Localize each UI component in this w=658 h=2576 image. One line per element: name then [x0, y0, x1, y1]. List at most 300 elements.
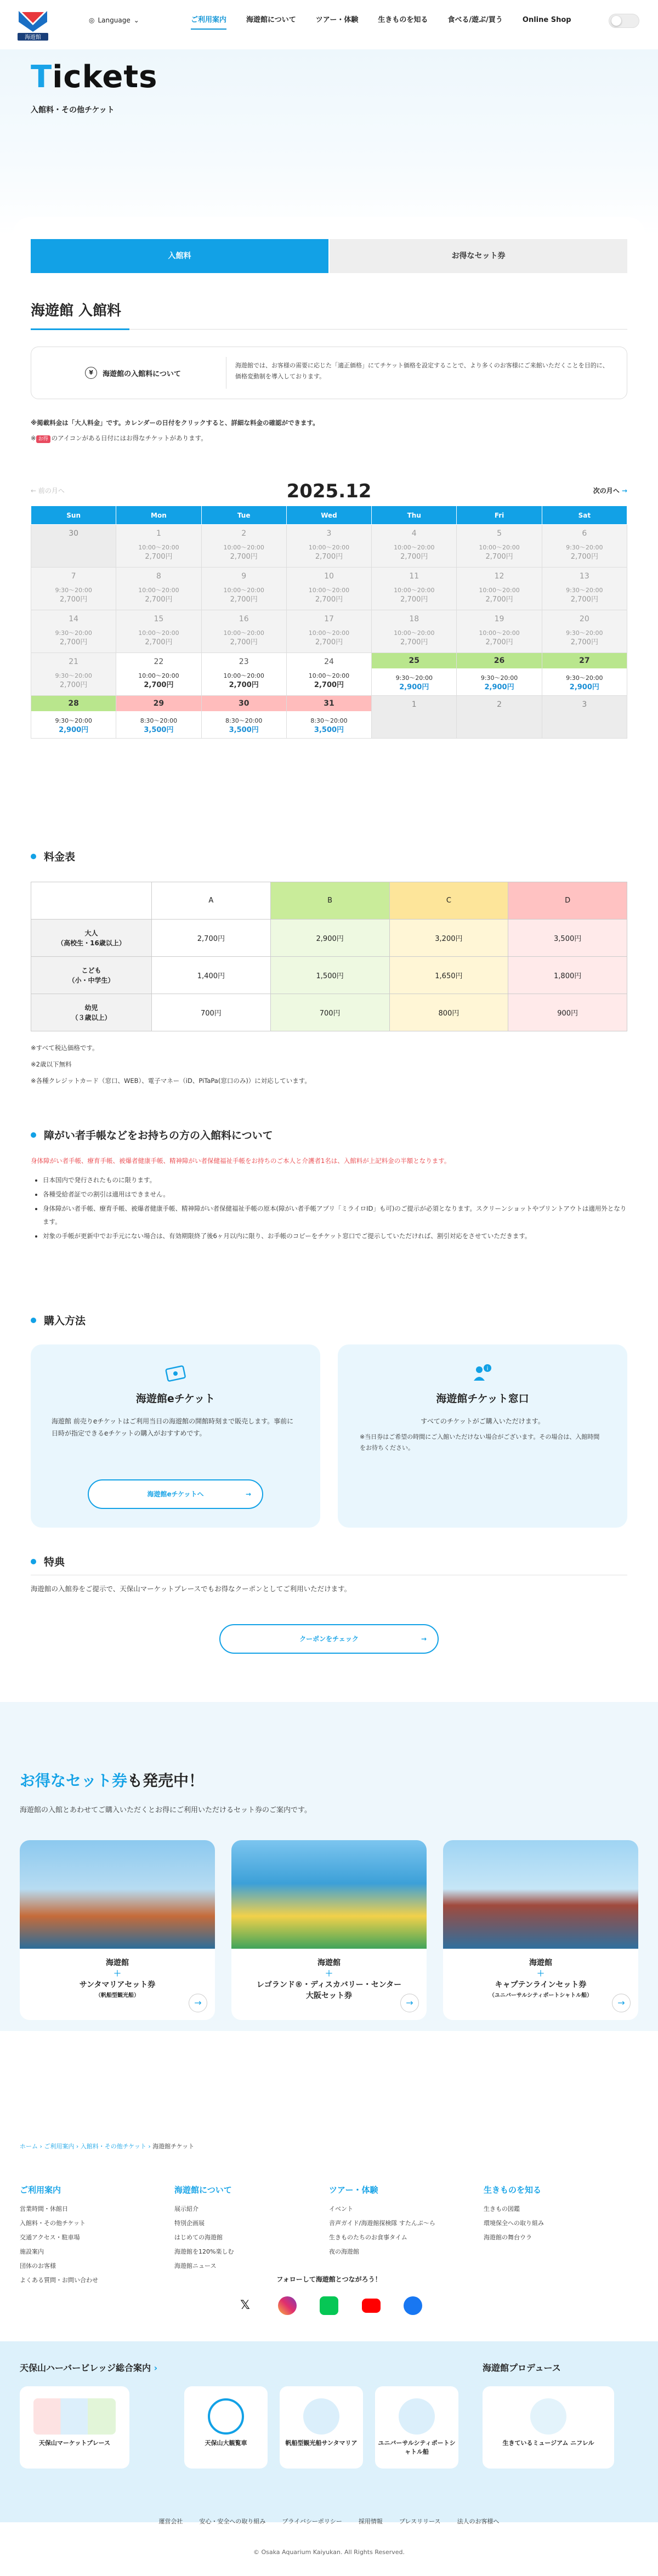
- set-card-sub: （帆船型観光船）: [95, 1993, 139, 1999]
- calendar-day[interactable]: [201, 568, 286, 610]
- day-price: 2,700円: [145, 553, 173, 561]
- day-number: 1: [156, 529, 161, 538]
- footer-sub-link[interactable]: プライバシーポリシー: [282, 2518, 342, 2525]
- prev-month-label: 前の月へ: [38, 487, 65, 495]
- nifrel-logo: [530, 2398, 566, 2435]
- day-price: 2,700円: [485, 553, 513, 561]
- nav-tours[interactable]: ツアー・体験: [315, 16, 359, 24]
- opening-hours: 10:00〜20:00: [138, 544, 179, 551]
- legoland-photo: [231, 1840, 427, 1949]
- calendar-day[interactable]: [116, 653, 201, 696]
- list-item: • 身体障がい者手帳、療育手帳、被爆者健康手帳、精神障がい者保健福祉手帳の原本(障がい者手帳アプリ「ミライロID」も可)のご提示が必須となります。スクリーンショットやプリントアウトは適用外となります。: [43, 1202, 627, 1228]
- fee-cell: 900円: [508, 994, 627, 1031]
- calendar-day[interactable]: [542, 653, 627, 696]
- set-card-captainline[interactable]: [443, 1840, 638, 2020]
- footer-col-heading[interactable]: ツアー・体験: [329, 2185, 378, 2195]
- harbor-card-ferris[interactable]: [184, 2386, 268, 2469]
- calendar-day[interactable]: [286, 610, 371, 653]
- tab-admission[interactable]: 入館料: [31, 239, 328, 273]
- day-number: 31: [287, 696, 371, 711]
- day-price: 2,700円: [485, 595, 513, 604]
- x-icon[interactable]: 𝕏: [240, 2299, 250, 2312]
- nav-eat-play-buy[interactable]: 食べる/遊ぶ/買う: [447, 16, 503, 24]
- arrow-right-icon: →: [245, 1490, 251, 1498]
- day-number: 16: [239, 615, 249, 623]
- fee-note: ※すべて税込価格です。: [31, 1044, 99, 1052]
- counter-text: すべてのチケットがご購入いただけます。: [421, 1417, 544, 1425]
- opening-hours: 10:00〜20:00: [479, 587, 520, 594]
- footer-link[interactable]: 海遊館を120%楽しむ: [174, 2248, 234, 2255]
- calendar-day[interactable]: [31, 653, 116, 696]
- day-number: 8: [156, 572, 161, 581]
- opening-hours: 9:30〜20:00: [566, 587, 603, 594]
- day-price: 3,500円: [144, 726, 174, 734]
- fee-row-label: 幼児 （３歳以上）: [31, 994, 152, 1031]
- arrow-right-icon: →: [421, 1635, 427, 1643]
- weekday-header: Tue: [201, 506, 286, 525]
- bullet-dot: [31, 854, 36, 859]
- day-price: 2,700円: [570, 638, 598, 646]
- fee-note: ※2歳以下無料: [31, 1060, 72, 1068]
- opening-hours: 10:00〜20:00: [223, 587, 264, 594]
- counter-staff-icon: [472, 1362, 494, 1384]
- purchase-heading-text: 購入方法: [44, 1315, 86, 1327]
- weekday-header: Thu: [372, 506, 457, 525]
- opening-hours: 10:00〜20:00: [308, 629, 350, 637]
- calendar-day[interactable]: [201, 610, 286, 653]
- calendar-day: [542, 696, 627, 739]
- calendar-day[interactable]: [31, 696, 116, 739]
- svg-text:海遊館: 海遊館: [25, 35, 41, 41]
- fee-heading: [31, 849, 75, 864]
- day-price: 2,700円: [314, 681, 344, 689]
- set-card-line: 海遊館: [529, 1959, 552, 1967]
- day-number: 22: [154, 657, 164, 666]
- footer-col-tours: [329, 2183, 466, 2259]
- nav-usage-guide[interactable]: ご利用案内: [181, 15, 236, 30]
- site-header: [0, 0, 658, 49]
- nav-online-shop[interactable]: Online Shop: [522, 16, 571, 24]
- deal-note: ※ お得 のアイコンがある日付にはお得なチケットがあります。: [31, 434, 207, 442]
- day-number: 23: [239, 657, 249, 666]
- arrow-left-icon: ←: [31, 487, 37, 495]
- day-price: 2,700円: [145, 638, 173, 646]
- opening-hours: 9:30〜20:00: [55, 629, 92, 637]
- breadcrumb-link[interactable]: 入館料・その他チケット: [80, 2143, 146, 2150]
- day-number: 4: [411, 529, 417, 538]
- calendar-day[interactable]: [116, 610, 201, 653]
- disability-heading-text: 障がい者手帳などをお持ちの方の入館料について: [44, 1130, 273, 1142]
- opening-hours: 9:30〜20:00: [55, 587, 92, 594]
- kaiyukan-logo[interactable]: [15, 8, 50, 43]
- day-number: 27: [542, 653, 627, 668]
- nav-creatures[interactable]: 生きものを知る: [378, 16, 428, 24]
- title-rest: ickets: [52, 59, 158, 95]
- toggle-knob: [611, 16, 621, 26]
- price-calendar: [31, 506, 627, 739]
- day-number: 7: [71, 572, 76, 581]
- captainline-photo: [443, 1840, 638, 1949]
- day-number: 30: [69, 529, 79, 538]
- footer-col-heading[interactable]: ご利用案内: [20, 2185, 61, 2195]
- calendar-day[interactable]: [286, 696, 371, 739]
- day-price: 2,900円: [399, 683, 429, 691]
- opening-hours: 10:00〜20:00: [138, 672, 179, 679]
- arrow-right-icon: →: [189, 1994, 207, 2012]
- chevron-right-icon: ›: [154, 2363, 158, 2373]
- opening-hours: 10:00〜20:00: [223, 672, 264, 679]
- deal-note-text: のアイコンがある日付にはお得なチケットがあります。: [51, 434, 207, 442]
- footer-link[interactable]: はじめての海遊館: [174, 2234, 223, 2241]
- day-number: 25: [372, 653, 456, 668]
- disability-lead: 身体障がい者手帳、療育手帳、被爆者健康手帳、精神障がい者保健福祉手帳をお持ちのご本人と介護者1名は、入館料が上記料金の半額となります。: [31, 1157, 451, 1165]
- opening-hours: 10:00〜20:00: [308, 672, 350, 679]
- footer-sub-link[interactable]: 安心・安全への取り組み: [199, 2518, 266, 2525]
- info-title-cell: [40, 357, 226, 389]
- deal-badge: お得: [36, 435, 50, 443]
- chevron-right-icon: ›: [76, 2143, 79, 2150]
- opening-hours: 8:30〜20:00: [140, 717, 178, 724]
- chevron-down-icon: ⌄: [133, 16, 139, 24]
- calendar-day[interactable]: [457, 525, 542, 568]
- calendar-day[interactable]: [286, 525, 371, 568]
- info-text: 海遊館では、お客様の需要に応じた「適正価格」にてチケット価格を設定することで、より多くのお客様にご来館いただくことを目的に、価格変動制を導入しております。: [235, 362, 609, 380]
- calendar-nav: [31, 480, 627, 502]
- calendar-day[interactable]: [457, 568, 542, 610]
- day-price: 2,700円: [400, 553, 428, 561]
- disability-list: [31, 1173, 627, 1244]
- day-number: 28: [31, 696, 116, 711]
- set-card-legoland[interactable]: [231, 1840, 427, 2020]
- language-label: Language: [98, 16, 131, 24]
- set-tickets-title: [20, 1769, 204, 1791]
- counter-title: 海遊館チケット窓口: [436, 1393, 529, 1405]
- footer-col-heading[interactable]: 生きものを知る: [484, 2185, 542, 2195]
- footer-link[interactable]: 特別企画展: [174, 2220, 205, 2227]
- heading-underline: [31, 328, 129, 330]
- ticket-icon: [164, 1362, 186, 1384]
- day-number: 18: [409, 615, 419, 623]
- opening-hours: 10:00〜20:00: [479, 544, 520, 551]
- day-price: 3,500円: [314, 726, 344, 734]
- fee-corner: [31, 882, 152, 920]
- day-number: 14: [69, 615, 79, 623]
- footer-link[interactable]: 海遊館ニュース: [174, 2262, 217, 2269]
- follow-label: フォローして海遊館とつながろう！: [276, 2276, 382, 2283]
- fee-table: [31, 882, 627, 1031]
- page-subtitle: 入館料・その他チケット: [31, 106, 115, 115]
- footer-link[interactable]: 入館料・その他チケット: [20, 2220, 86, 2227]
- calendar-day[interactable]: [457, 653, 542, 696]
- fee-cell: 3,500円: [508, 920, 627, 957]
- opening-hours: 9:30〜20:00: [395, 674, 433, 682]
- global-nav: [181, 15, 581, 30]
- prev-month-button[interactable]: [31, 486, 65, 495]
- weekday-header: Sun: [31, 506, 116, 525]
- calendar-day[interactable]: [201, 525, 286, 568]
- calendar-day[interactable]: [372, 653, 457, 696]
- set-card-line: 海遊館: [106, 1959, 129, 1967]
- calendar-day[interactable]: [201, 696, 286, 739]
- footer-link[interactable]: 生きもの図鑑: [484, 2205, 520, 2212]
- fee-note: ※各種クレジットカード（窓口、WEB）、電子マネー（iD、PiTaPa(窓口のみ)）に対応しています。: [31, 1077, 311, 1085]
- fee-col-a: A: [152, 882, 271, 920]
- calendar-day[interactable]: [542, 525, 627, 568]
- footer-sub-links: [0, 2517, 658, 2526]
- list-item: • 日本国内で発行されたものに限ります。: [43, 1173, 627, 1187]
- eticket-text: 海遊館 前売りeチケットはご利用当日の海遊館の開館時刻まで販売します。事前に日時が指定できるeチケットの購入がおすすめです。: [52, 1417, 294, 1437]
- day-price: 2,700円: [315, 553, 343, 561]
- footer-link[interactable]: イベント: [329, 2205, 353, 2212]
- day-number: 1: [411, 700, 417, 709]
- weekday-header: Fri: [457, 506, 542, 525]
- social-links: [236, 2296, 422, 2316]
- ship-icon: [303, 2398, 339, 2435]
- day-price: 2,700円: [485, 638, 513, 646]
- produce-card-label: 生きているミュージアム ニフレル: [502, 2439, 594, 2447]
- calendar-day[interactable]: [201, 653, 286, 696]
- day-number: 19: [494, 615, 504, 623]
- dark-mode-toggle[interactable]: [609, 14, 639, 28]
- opening-hours: 9:30〜20:00: [566, 544, 603, 551]
- fee-cell: 700円: [152, 994, 271, 1031]
- tab-set-tickets[interactable]: お得なセット券: [330, 239, 627, 273]
- opening-hours: 10:00〜20:00: [479, 629, 520, 637]
- day-number: 15: [154, 615, 164, 623]
- facebook-icon[interactable]: [404, 2296, 422, 2315]
- footer-link[interactable]: 音声ガイド/海遊館探検隊 すたんぷ～ら: [329, 2220, 435, 2227]
- day-number: 24: [324, 657, 334, 666]
- footer-link[interactable]: 海遊館の舞台ウラ: [484, 2234, 532, 2241]
- footer-link[interactable]: 環境保全への取り組み: [484, 2220, 544, 2227]
- opening-hours: 10:00〜20:00: [138, 629, 179, 637]
- ticket-tabs: [31, 239, 627, 273]
- bullet-dot: [31, 1559, 36, 1564]
- marketplace-icon: [33, 2398, 116, 2435]
- opening-hours: 9:30〜20:00: [566, 629, 603, 637]
- calendar-day[interactable]: [286, 653, 371, 696]
- fee-col-c: C: [389, 882, 508, 920]
- list-item: • 対象の手帳が更新中でお手元にない場合は、有効期限終了後6ヶ月以内に限り、お手帳のコピーをチケット窓口でご提示していただければ、割引対応をさせていただきます。: [43, 1229, 627, 1242]
- footer-link[interactable]: 団体のお客様: [20, 2262, 56, 2269]
- calendar-day: [457, 696, 542, 739]
- day-price: 3,500円: [229, 726, 259, 734]
- day-number: 10: [324, 572, 334, 581]
- footer-sub-link[interactable]: 採用情報: [358, 2518, 383, 2525]
- day-number: 6: [582, 529, 587, 538]
- day-price: 2,900円: [569, 683, 599, 691]
- day-price: 2,700円: [145, 595, 173, 604]
- line-icon[interactable]: [320, 2296, 338, 2315]
- calendar-day[interactable]: [372, 525, 457, 568]
- calendar-day[interactable]: [542, 568, 627, 610]
- day-number: 26: [457, 653, 541, 668]
- set-card-line: レゴランド®・ディスカバリー・センター大阪セット券: [256, 1981, 402, 2000]
- day-price: 2,700円: [570, 595, 598, 604]
- day-price: 2,700円: [400, 638, 428, 646]
- opening-hours: 9:30〜20:00: [55, 717, 92, 724]
- calendar-day[interactable]: [286, 568, 371, 610]
- opening-hours: 9:30〜20:00: [566, 674, 603, 682]
- day-number: 3: [326, 529, 332, 538]
- next-month-label: 次の月へ: [593, 487, 620, 495]
- set-card-sub: （ユニバーサルシティポートシャトル船）: [489, 1993, 593, 1999]
- counter-card: [338, 1344, 627, 1528]
- footer-link[interactable]: 営業時間・休館日: [20, 2205, 68, 2212]
- footer-link[interactable]: 展示紹介: [174, 2205, 198, 2212]
- harbor-title[interactable]: [20, 2361, 157, 2374]
- calendar-day[interactable]: [457, 610, 542, 653]
- breadcrumb-link[interactable]: ホーム: [20, 2143, 38, 2150]
- counter-note: ※当日券はご希望の時間にご入館いただけない場合がございます。その場合は、入館時間をお待ちください。: [360, 1433, 600, 1451]
- set-tickets-desc: 海遊館の入館とあわせてご購入いただくとお得にご利用いただけるセット券のご案内です。: [20, 1806, 311, 1814]
- opening-hours: 10:00〜20:00: [223, 544, 264, 551]
- day-price: 2,700円: [230, 553, 258, 561]
- set-title-highlight: お得なセット券: [20, 1772, 128, 1790]
- day-price: 2,700円: [230, 595, 258, 604]
- calendar-day[interactable]: [542, 610, 627, 653]
- opening-hours: 9:30〜20:00: [480, 674, 518, 682]
- opening-hours: 10:00〜20:00: [308, 544, 350, 551]
- weekday-header: Wed: [286, 506, 371, 525]
- footer-col-creatures: [484, 2183, 615, 2245]
- coupon-heading-text: 特典: [44, 1556, 65, 1568]
- opening-hours: 10:00〜20:00: [308, 587, 350, 594]
- harbor-title-text: 天保山ハーバービレッジ総合案内: [20, 2363, 151, 2373]
- opening-hours: 10:00〜20:00: [394, 587, 435, 594]
- fee-col-d: D: [508, 882, 627, 920]
- opening-hours: 10:00〜20:00: [394, 544, 435, 551]
- coupon-button[interactable]: [219, 1624, 439, 1654]
- next-month-button[interactable]: [593, 486, 627, 495]
- calendar-day[interactable]: [31, 610, 116, 653]
- day-price: 2,700円: [60, 681, 88, 689]
- opening-hours: 8:30〜20:00: [310, 717, 348, 724]
- set-card-line: キャプテンラインセット券: [495, 1981, 587, 1989]
- nav-about[interactable]: 海遊館について: [246, 16, 296, 24]
- calendar-day: [31, 525, 116, 568]
- coupon-button-label: クーポンをチェック: [299, 1635, 359, 1643]
- title-initial: T: [31, 59, 53, 95]
- harbor-card-label: ユニバーサルシティポートシャトル船: [378, 2439, 456, 2455]
- plus-icon: ＋: [114, 1970, 121, 1978]
- day-number: 13: [579, 572, 589, 581]
- footer-link[interactable]: 生きものたちのお食事タイム: [329, 2234, 407, 2241]
- bullet-dot: [31, 1318, 36, 1323]
- chevron-right-icon: ›: [39, 2143, 42, 2150]
- fee-notes: [31, 1042, 311, 1087]
- fee-cell: 1,400円: [152, 957, 271, 994]
- fee-cell: 3,200円: [389, 920, 508, 957]
- footer-sub-link[interactable]: 運営会社: [158, 2518, 183, 2525]
- admission-info-box: [31, 347, 627, 399]
- language-selector[interactable]: [89, 16, 139, 24]
- info-title: 海遊館の入館料について: [103, 370, 181, 378]
- calendar-day[interactable]: [372, 568, 457, 610]
- coupon-text: 海遊館の入館券をご提示で、天保山マーケットプレースでもお得なクーポンとしてご利用いただけます。: [31, 1585, 351, 1593]
- chevron-right-icon: ›: [148, 2143, 151, 2150]
- footer-link[interactable]: 交通アクセス・駐車場: [20, 2234, 80, 2241]
- produce-card-nifrel[interactable]: [483, 2386, 614, 2469]
- set-card-santamaria[interactable]: [20, 1840, 215, 2020]
- ferris-wheel-icon: [208, 2398, 244, 2435]
- youtube-icon[interactable]: [362, 2299, 381, 2313]
- fee-cell: 800円: [389, 994, 508, 1031]
- svg-text:i: i: [486, 1366, 489, 1372]
- day-price: 2,700円: [230, 638, 258, 646]
- day-number: 11: [409, 572, 419, 581]
- harbor-card-marketplace[interactable]: [20, 2386, 129, 2469]
- day-price: 2,700円: [570, 553, 598, 561]
- footer-col-about: [174, 2183, 306, 2273]
- fee-cell: 700円: [270, 994, 389, 1031]
- opening-hours: 10:00〜20:00: [138, 587, 179, 594]
- day-number: 12: [494, 572, 504, 581]
- opening-hours: 9:30〜20:00: [55, 672, 92, 679]
- day-number: 17: [324, 615, 334, 623]
- footer-sub-link[interactable]: プレスリリース: [399, 2518, 441, 2525]
- day-price: 2,700円: [400, 595, 428, 604]
- list-item: • 各種受給者証での割引は適用はできません。: [43, 1188, 627, 1201]
- calendar-day: [372, 696, 457, 739]
- footer-sub-link[interactable]: 法人のお客様へ: [457, 2518, 500, 2525]
- price-note: ※掲載料金は「大人料金」です。カレンダーの日付をクリックすると、詳細な料金の確認ができます。: [31, 419, 319, 427]
- harbor-card-label: 天保山マーケットプレース: [38, 2439, 111, 2447]
- fee-cell: 1,650円: [389, 957, 508, 994]
- produce-title: 海遊館プロデュース: [483, 2363, 561, 2373]
- admission-heading: 海遊館 入館料: [31, 303, 122, 319]
- calendar-day[interactable]: [372, 610, 457, 653]
- day-number: 2: [497, 700, 502, 709]
- calendar-month: 2025.12: [286, 480, 372, 502]
- set-card-line: サンタマリアセット券: [79, 1981, 156, 1989]
- plus-icon: ＋: [537, 1970, 544, 1978]
- day-price: 2,700円: [229, 681, 259, 689]
- weekday-header: Sat: [542, 506, 627, 525]
- footer-link[interactable]: 施設案内: [20, 2248, 44, 2255]
- arrow-right-icon: →: [400, 1994, 419, 2012]
- calendar-day[interactable]: [116, 696, 201, 739]
- harbor-card-santamaria[interactable]: [280, 2386, 363, 2469]
- footer-link[interactable]: よくある質問・お問い合わせ: [20, 2277, 98, 2284]
- breadcrumb-current: 海遊館チケット: [152, 2143, 195, 2150]
- eticket-card: [31, 1344, 320, 1528]
- santamaria-photo: [20, 1840, 215, 1949]
- opening-hours: 10:00〜20:00: [394, 629, 435, 637]
- day-number: 2: [241, 529, 247, 538]
- purchase-heading: [31, 1313, 86, 1327]
- day-price: 2,700円: [315, 638, 343, 646]
- footer-col-heading[interactable]: 海遊館について: [174, 2185, 232, 2195]
- instagram-icon[interactable]: [278, 2296, 297, 2315]
- footer-link[interactable]: 夜の海遊館: [329, 2248, 359, 2255]
- calendar-day[interactable]: [116, 568, 201, 610]
- fee-heading-text: 料金表: [44, 851, 76, 863]
- breadcrumb-link[interactable]: ご利用案内: [44, 2143, 75, 2150]
- eticket-title: 海遊館eチケット: [135, 1393, 215, 1405]
- day-number: 9: [241, 572, 247, 581]
- day-number: 30: [202, 696, 286, 711]
- set-title-rest: も発売中！: [127, 1772, 205, 1790]
- calendar-day[interactable]: [116, 525, 201, 568]
- set-card-line: 海遊館: [317, 1959, 341, 1967]
- opening-hours: 10:00〜20:00: [223, 629, 264, 637]
- harbor-card-shuttle[interactable]: [375, 2386, 458, 2469]
- harbor-card-label: 天保山大観覧車: [205, 2439, 247, 2447]
- eticket-button[interactable]: [88, 1479, 263, 1509]
- coupon-heading: [31, 1554, 65, 1569]
- calendar-day[interactable]: [31, 568, 116, 610]
